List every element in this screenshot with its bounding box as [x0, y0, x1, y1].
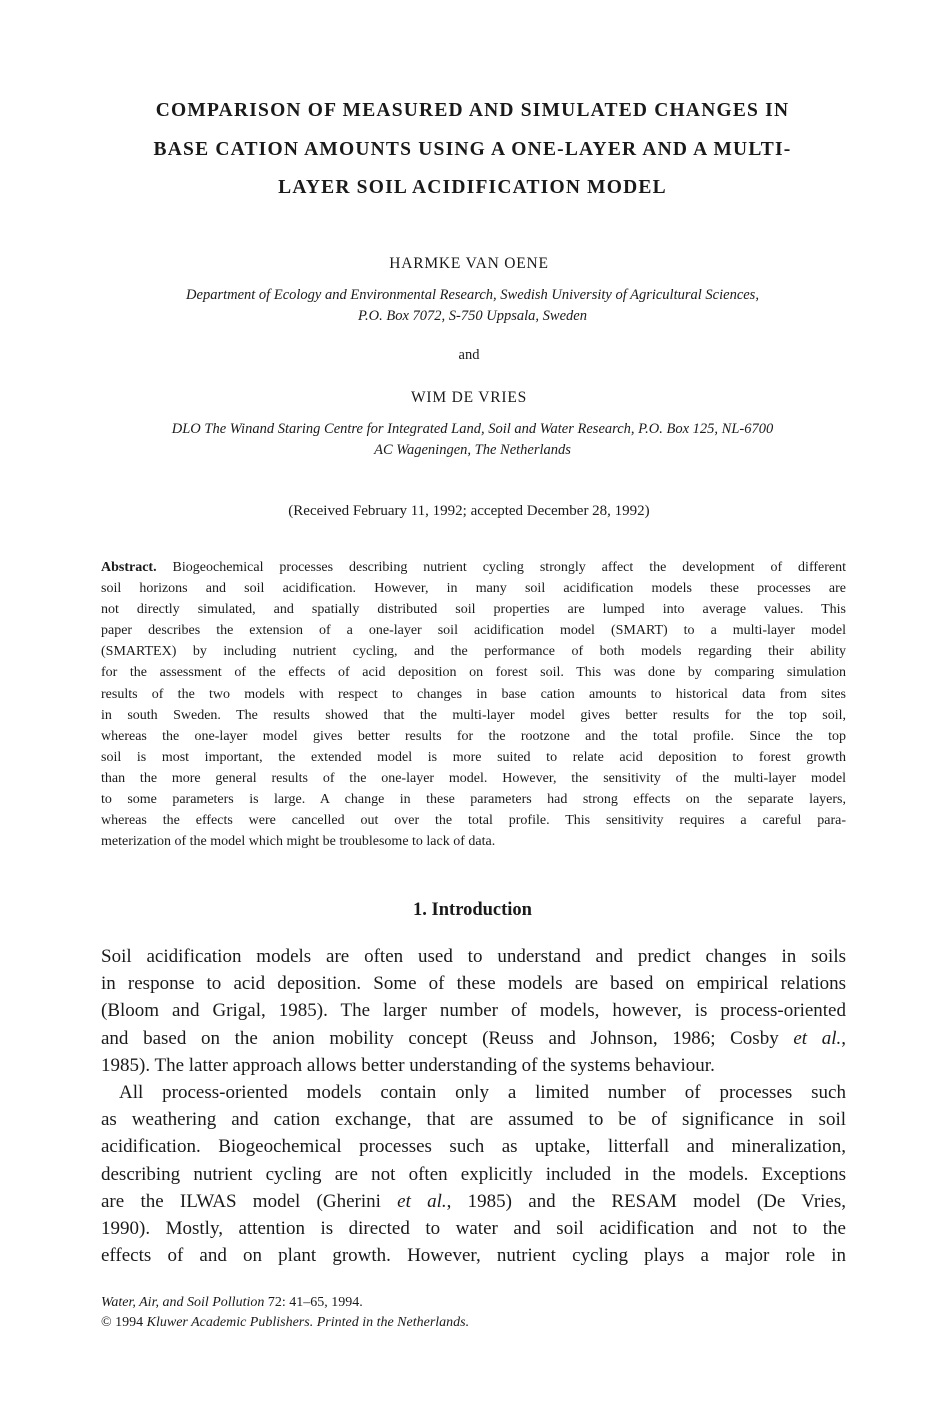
- page-footer: [101, 1293, 469, 1333]
- abstract-line: not directly simulated, and spatially distributed soil properties are lumped into average values. This: [101, 602, 846, 618]
- et-al-italic: et al.: [793, 1027, 842, 1049]
- abstract-line: soil is most important, the extended model is more suited to relate acid deposition to forest growth: [101, 749, 846, 765]
- abstract-line: whereas the effects were cancelled out over the total profile. This sensitivity requires a careful para-: [101, 813, 846, 829]
- journal-citation: [101, 1293, 469, 1313]
- journal-volume: 72: [267, 1295, 282, 1310]
- abstract: [101, 557, 846, 852]
- body-text: [101, 943, 846, 1269]
- body-line: and based on the anion mobility concept (Reuss and Johnson, 1986; Cosby et al.,: [101, 1027, 846, 1049]
- author-affiliation: [100, 419, 845, 460]
- abstract-label: Abstract.: [101, 560, 157, 575]
- affiliation-line: P.O. Box 7072, S-750 Uppsala, Sweden: [358, 307, 587, 324]
- title-line: COMPARISON OF MEASURED AND SIMULATED CHANGES IN: [155, 100, 790, 121]
- body-line: effects of and on plant growth. However, nutrient cycling plays a major role in: [101, 1245, 846, 1267]
- abstract-line: paper describes the extension of a one-layer soil acidification model (SMART) to a multi-layer model: [101, 623, 846, 639]
- body-line: are the ILWAS model (Gherini et al., 1985) and the RESAM model (De Vries,: [101, 1190, 847, 1212]
- affiliation-line: Department of Ecology and Environmental Research, Swedish University of Agricultural Sciences,: [186, 287, 759, 303]
- abstract-line: than the more general results of the one-layer model. However, the sensitivity of the multi-layer model: [101, 770, 846, 786]
- section-heading: 1. Introduction: [413, 900, 532, 920]
- body-line: All process-oriented models contain only a limited number of processes such: [119, 1082, 846, 1104]
- abstract-line: [101, 557, 846, 578]
- author-name: HARMKE VAN OENE: [389, 255, 549, 272]
- body-line: as weathering and cation exchange, that are assumed to be of significance in soil: [101, 1109, 846, 1131]
- abstract-line: soil horizons and soil acidification. However, in many soil acidification models these processes are: [101, 581, 846, 597]
- author-conjunction: and: [458, 347, 480, 363]
- received-dates: (Received February 11, 1992; accepted December 28, 1992): [288, 503, 650, 519]
- affiliation-line: DLO The Winand Staring Centre for Integrated Land, Soil and Water Research, P.O. Box 125, NL-6700: [171, 421, 774, 437]
- author-name: WIM DE VRIES: [410, 389, 528, 406]
- publisher: Kluwer Academic Publishers. Printed in the Netherlands.: [146, 1315, 470, 1330]
- journal-name: Water, Air, and Soil Pollution: [101, 1295, 265, 1310]
- body-line: (Bloom and Grigal, 1985). The larger number of models, however, is process-oriented: [101, 1000, 846, 1022]
- body-line: Soil acidification models are often used to understand and predict changes in soils: [101, 946, 846, 967]
- abstract-line: for the assessment of the effects of acid deposition on forest soil. This was done by comparing simulation: [101, 665, 846, 681]
- et-al-italic: et al.: [397, 1190, 447, 1212]
- body-line: describing nutrient cycling are not often explicitly included in the models. Exceptions: [101, 1163, 846, 1185]
- body-line: in response to acid deposition. Some of these models are based on empirical relations: [101, 973, 846, 995]
- author-affiliation: [100, 285, 845, 326]
- abstract-line: whereas the one-layer model gives better results for the rootzone and the total profile. Since the top: [101, 728, 846, 744]
- copyright-year: © 1994: [101, 1315, 144, 1330]
- affiliation-line: AC Wageningen, The Netherlands: [374, 441, 571, 458]
- title-line: LAYER SOIL ACIDIFICATION MODEL: [278, 177, 667, 198]
- title-line: BASE CATION AMOUNTS USING A ONE-LAYER AND A MULTI-: [153, 138, 792, 160]
- abstract-text: Biogeochemical processes describing nutrient cycling strongly affect the development of different: [156, 560, 846, 575]
- body-line: 1990). Mostly, attention is directed to water and soil acidification and not to the: [101, 1218, 846, 1240]
- abstract-line: (SMARTEX) by including nutrient cycling, and the performance of both models regarding their ability: [101, 644, 846, 660]
- abstract-line: meterization of the model which might be troublesome to lack of data.: [101, 834, 496, 850]
- journal-pages: : 41–65, 1994.: [281, 1295, 363, 1310]
- body-line: acidification. Biogeochemical processes such as uptake, litterfall and mineralization,: [101, 1136, 846, 1158]
- body-line: 1985). The latter approach allows better understanding of the systems behaviour.: [101, 1054, 715, 1076]
- abstract-line: to some parameters is large. A change in these parameters had strong effects on the separate layers,: [101, 792, 846, 808]
- paper-title: [100, 92, 845, 208]
- abstract-line: in south Sweden. The results showed that the multi-layer model gives better results for the top soil,: [101, 707, 846, 723]
- copyright-line: [101, 1313, 469, 1333]
- abstract-line: results of the two models with respect to changes in base cation amounts to historical data from sites: [101, 686, 846, 702]
